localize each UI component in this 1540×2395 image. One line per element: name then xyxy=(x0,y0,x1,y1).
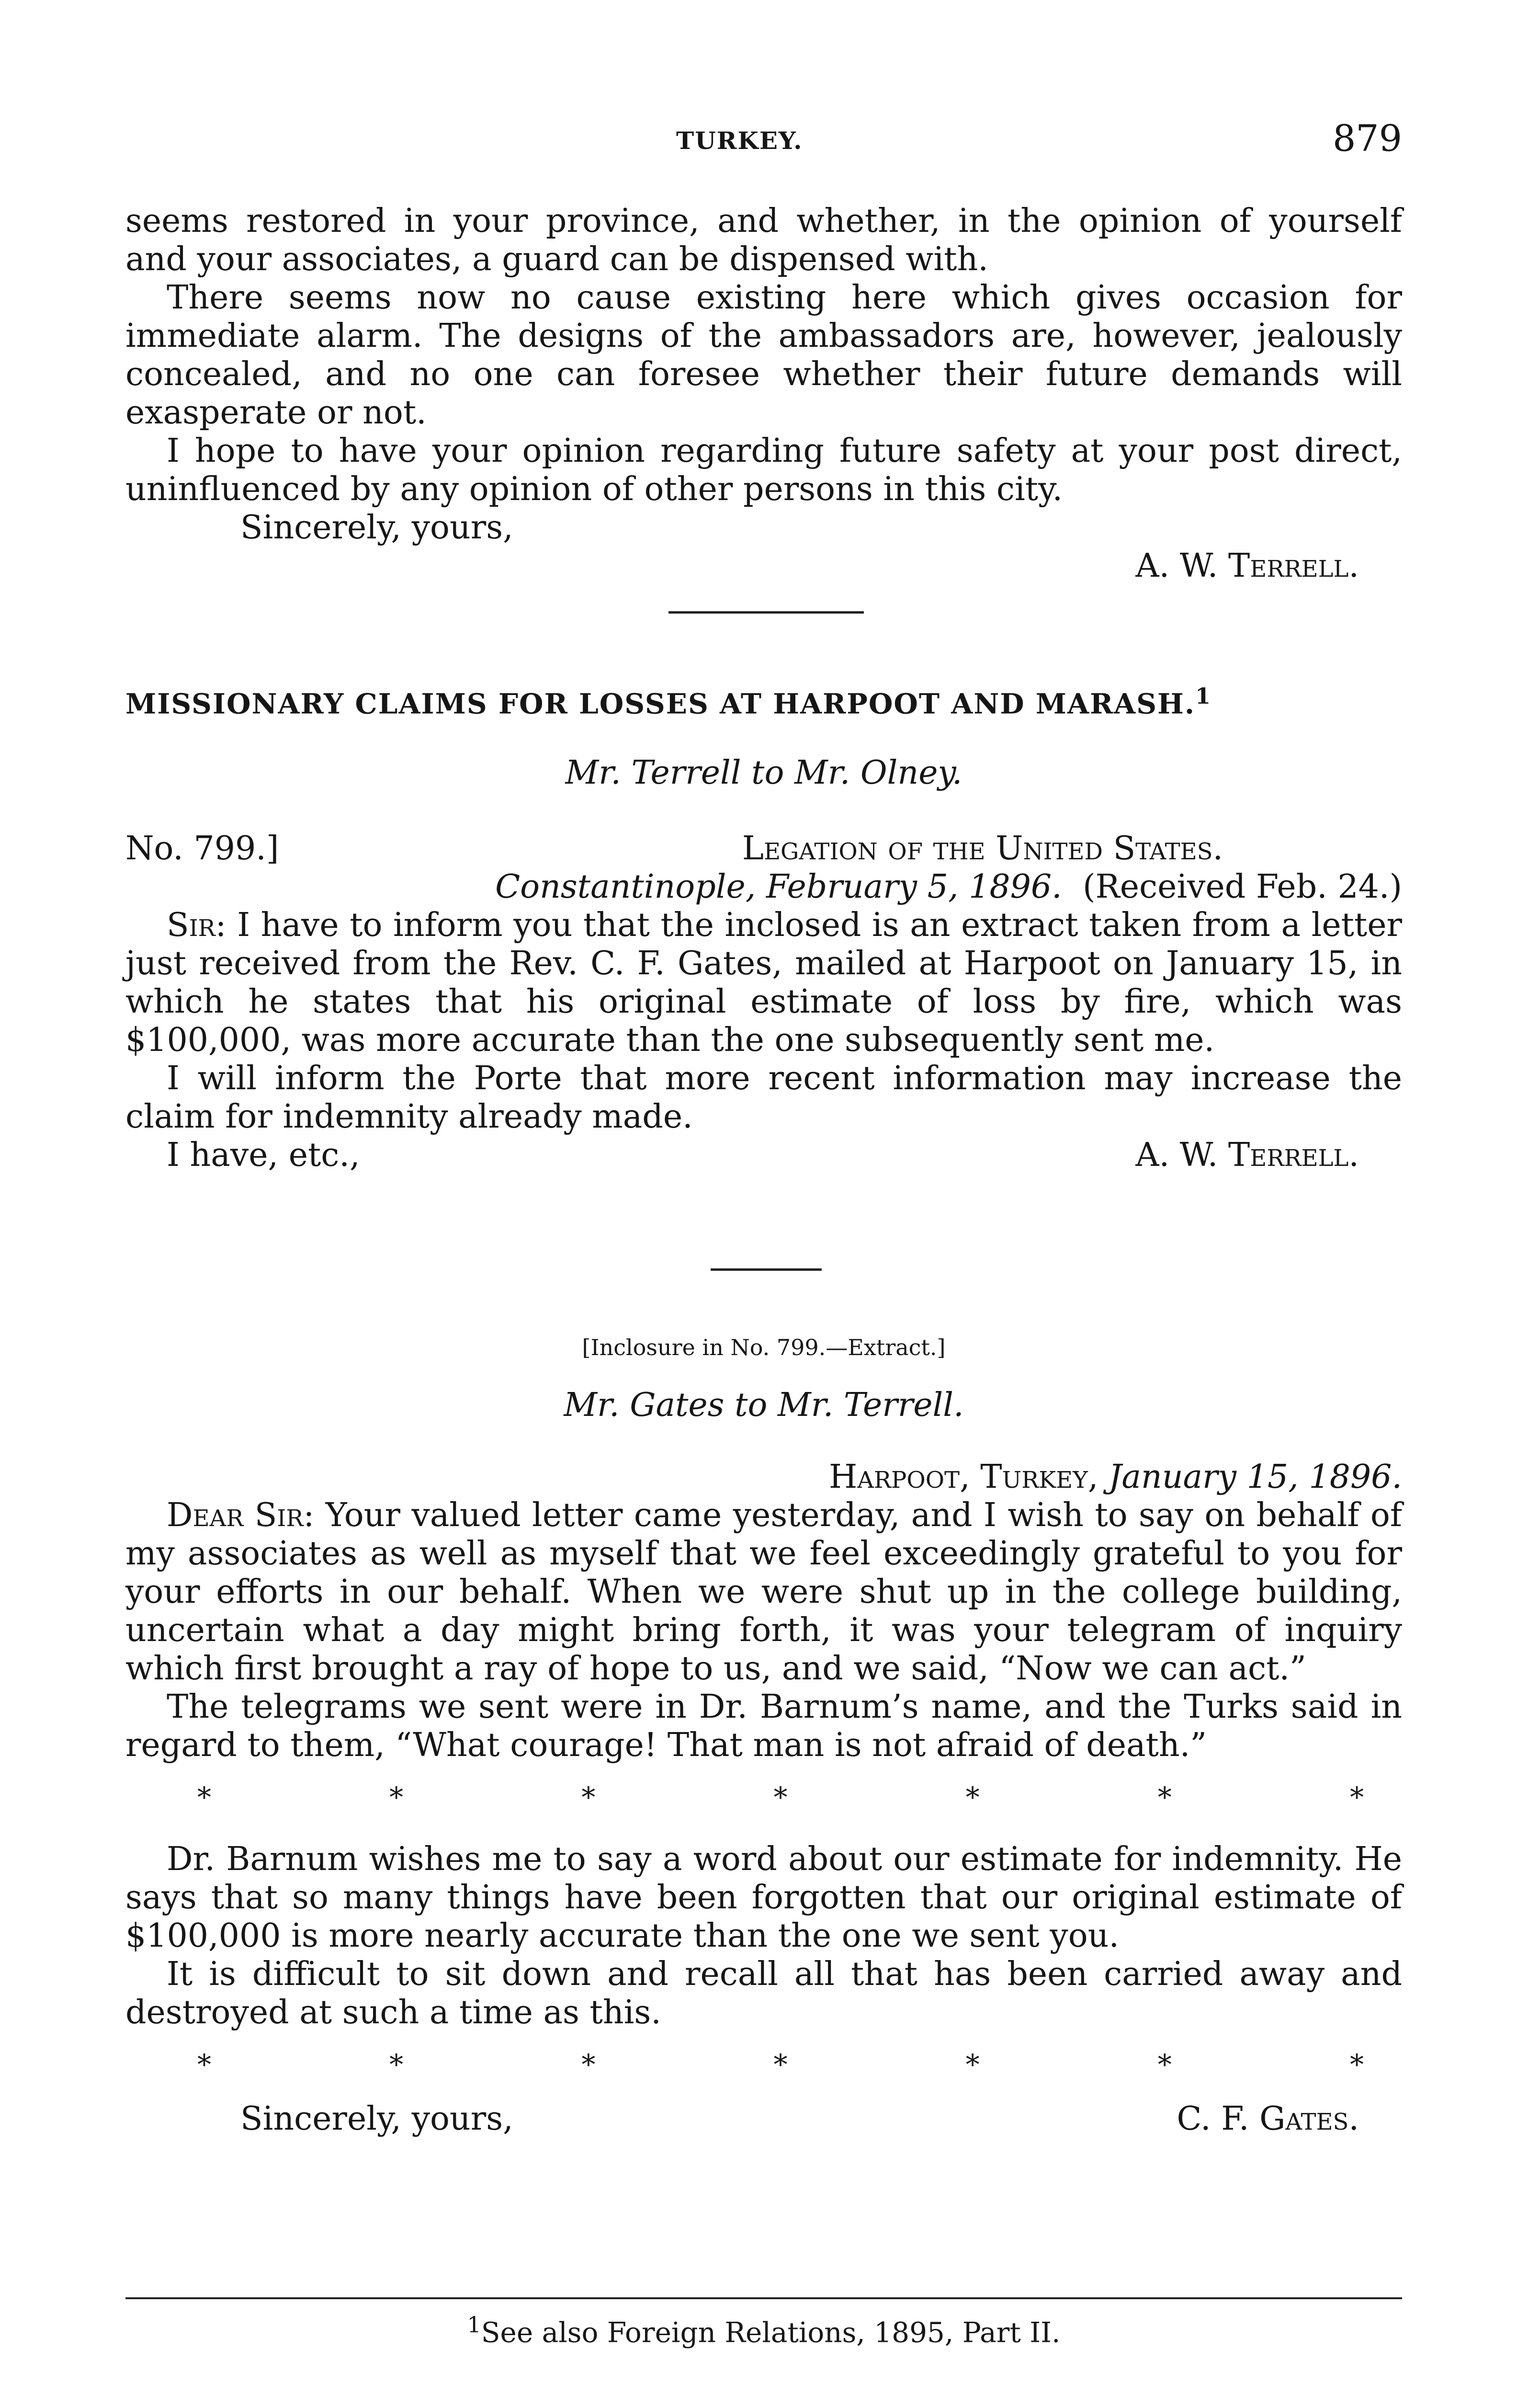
section-heading-text: MISSIONARY CLAIMS FOR LOSSES AT HARPOOT AND MARASH. xyxy=(125,687,1196,720)
paragraph: I hope to have your opinion regarding future safety at your post direct, uninfluenced by any opinion of other persons in this city. xyxy=(125,432,1402,508)
divider xyxy=(668,611,864,614)
inclosure-body xyxy=(125,1496,1402,2138)
dispatch-number: No. 799.] xyxy=(125,830,279,867)
inclosure-dateline xyxy=(829,1458,1402,1496)
signature: A. W. Terrell. xyxy=(1135,547,1359,585)
dateline-place-date: Constantinople, February 5, 1896. xyxy=(495,868,1062,906)
paragraph-text: Your valued letter came yesterday, and I wish to say on behalf of my associates as well as myself that we feel exceedingly grateful to you for your efforts in our behalf. When we were shut up in the college building, uncertain what a day might bring forth, it was your telegram of inquiry which first brought a ray of hope to us, and we said, “Now we can act.” xyxy=(125,1496,1403,1688)
inclosure-label: [Inclosure in No. 799.—Extract.] xyxy=(582,1334,946,1360)
paragraph: It is difficult to sit down and recall all that has been carried away and destroyed at such a time as this. xyxy=(125,1955,1402,2031)
footnote-rule xyxy=(125,2297,1402,2299)
star: * xyxy=(1349,1781,1364,1813)
closing: Sincerely, yours, xyxy=(240,2100,513,2138)
footnote-reference: 1 xyxy=(1195,683,1212,709)
paragraph-text: I have to inform you that the inclosed is an extract taken from a letter just received from the Rev. C. F. Gates, mailed at Harpoot on January 15, in which he states that his original estimate of loss by fire, which was $100,000, was more accurate than the one subsequently sent me. xyxy=(125,906,1402,1059)
footnote-mark: 1 xyxy=(467,2312,481,2338)
dateline xyxy=(495,868,1402,906)
closing-row xyxy=(125,2100,1402,2138)
star: * xyxy=(1157,2048,1172,2081)
star: * xyxy=(965,1781,980,1813)
legation-line: Legation of the United States. xyxy=(742,830,1223,867)
star: * xyxy=(197,1781,211,1813)
star: * xyxy=(965,2048,980,2081)
paragraph: Dr. Barnum wishes me to say a word about our estimate for indemnity. He says that so many things have been forgotten that our original estimate of $100,000 is more nearly accurate than the one we sent you. xyxy=(125,1840,1402,1955)
paragraph: I will inform the Porte that more recent information may increase the claim for indemnity already made. xyxy=(125,1060,1402,1136)
signature: A. W. Terrell. xyxy=(1135,1136,1359,1174)
received-date: (Received Feb. 24.) xyxy=(1083,868,1402,906)
paragraph xyxy=(125,1496,1402,1688)
star: * xyxy=(389,1781,404,1813)
section-heading xyxy=(125,683,1402,720)
star: * xyxy=(581,1781,596,1813)
closing: Sincerely, yours, xyxy=(240,509,513,547)
letter-continuation xyxy=(125,202,1402,585)
star: * xyxy=(773,1781,788,1813)
date: January 15, 1896. xyxy=(1109,1458,1402,1496)
ellipsis-stars xyxy=(197,1781,1364,1813)
paragraph xyxy=(125,906,1402,1060)
closing: I have, etc., xyxy=(167,1136,360,1174)
paragraph-line: seems restored in your province, and whether, in the opinion of yourself xyxy=(125,202,1402,240)
star: * xyxy=(1157,1781,1172,1813)
footnote-text: See also Foreign Relations, 1895, Part II. xyxy=(481,2316,1061,2349)
running-header-title: TURKEY. xyxy=(676,126,803,155)
paragraph: There seems now no cause existing here which gives occasion for immediate alarm. The designs of the ambassadors are, however, jealously concealed, and no one can foresee whether their future demands will exasperate or not. xyxy=(125,279,1402,432)
closing-row xyxy=(125,1136,1402,1175)
salutation: Sir: xyxy=(167,906,226,944)
letter-subheading: Mr. Terrell to Mr. Olney. xyxy=(565,754,962,792)
letter-subheading: Mr. Gates to Mr. Terrell. xyxy=(564,1386,964,1424)
place: Harpoot, Turkey, xyxy=(828,1458,1098,1496)
star: * xyxy=(389,2048,404,2081)
paragraph: The telegrams we sent were in Dr. Barnum’s name, and the Turks said in regard to them, “What courage! That man is not afraid of death.” xyxy=(125,1688,1402,1764)
divider xyxy=(711,1268,822,1271)
star: * xyxy=(773,2048,788,2081)
paragraph-line: and your associates, a guard can be dispensed with. xyxy=(125,240,988,278)
page-number: 879 xyxy=(1332,117,1402,160)
letter-body xyxy=(125,906,1402,1175)
star: * xyxy=(581,2048,596,2081)
salutation: Dear Sir: xyxy=(167,1496,315,1534)
star: * xyxy=(1349,2048,1364,2081)
footnote xyxy=(125,2312,1402,2349)
signature: C. F. Gates. xyxy=(1177,2100,1359,2138)
star: * xyxy=(197,2048,211,2081)
ellipsis-stars xyxy=(197,2048,1364,2081)
